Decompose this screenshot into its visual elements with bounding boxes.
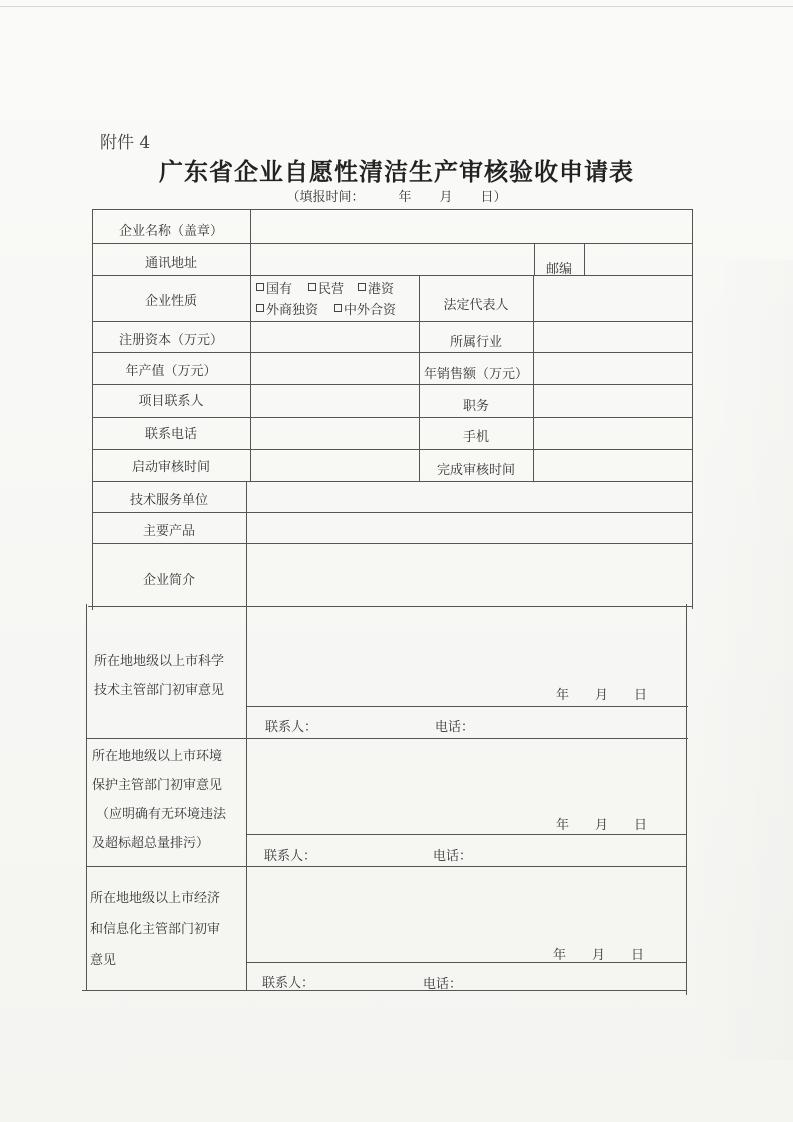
nature-option-hk[interactable]: 港资 [358, 278, 394, 297]
row-line [92, 384, 692, 385]
fill-time-year: 年 [398, 190, 412, 205]
row-line [88, 606, 692, 607]
table-border-right-lower [686, 604, 687, 995]
attachment-label: 附件 4 [100, 133, 151, 153]
col-line [584, 243, 585, 275]
label-tech-service: 技术服务单位 [129, 493, 208, 508]
label-economy-opinion: 所在地地级以上市经济 和信息化主管部门初审 意见 [90, 891, 221, 968]
label-nature: 企业性质 [144, 294, 197, 309]
col-line [250, 209, 251, 481]
table-border-top [92, 209, 692, 210]
opinion-line [246, 706, 688, 707]
table-border-left-lower [86, 604, 87, 990]
label-company-name: 企业名称（盖章） [118, 224, 223, 239]
science-contact-label: 联系人： [265, 720, 318, 735]
nature-option-foreign[interactable]: 外商独资 [256, 299, 318, 318]
row-line [92, 512, 692, 513]
fill-time-day: 日） [480, 190, 507, 205]
label-postcode: 邮编 [546, 262, 573, 277]
label-position: 职务 [462, 399, 489, 414]
nature-option-joint[interactable]: 中外合资 [334, 299, 396, 318]
row-line [92, 321, 692, 322]
row-line [92, 352, 692, 353]
environment-opinion-date: 年 月 日 [556, 818, 648, 833]
label-industry: 所属行业 [449, 335, 502, 350]
table-border-right-upper [692, 209, 693, 609]
col-line [246, 481, 247, 990]
row-line [92, 417, 692, 418]
row-line [92, 243, 692, 244]
label-audit-finish: 完成审核时间 [436, 463, 515, 478]
label-address: 通讯地址 [144, 256, 197, 271]
checkbox-icon [334, 304, 342, 312]
environment-contact-label: 联系人： [264, 849, 317, 864]
nature-option-state[interactable]: 国有 [256, 278, 292, 297]
label-phone: 联系电话 [144, 427, 197, 442]
col-line [534, 243, 535, 275]
label-environment-opinion: 所在地地级以上市环境 保护主管部门初审意见 （应明确有无环境违法 及超标超总量排污） [92, 749, 227, 851]
checkbox-icon [256, 304, 264, 312]
label-project-contact: 项目联系人 [138, 394, 204, 409]
fill-time-prefix: （填报时间： [286, 190, 365, 205]
science-opinion-date: 年 月 日 [556, 688, 648, 703]
label-audit-start: 启动审核时间 [131, 460, 210, 475]
economy-contact-label: 联系人： [262, 976, 315, 991]
fill-time-month: 月 [439, 190, 453, 205]
label-legal-rep: 法定代表人 [443, 298, 509, 313]
label-science-opinion: 所在地地级以上市科学 技术主管部门初审意见 [94, 654, 225, 698]
economy-opinion-date: 年 月 日 [553, 948, 645, 963]
opinion-line [86, 738, 688, 739]
row-line [92, 449, 692, 450]
table-border-bottom [82, 990, 686, 991]
checkbox-icon [358, 283, 366, 291]
row-line [92, 275, 692, 276]
economy-tel-label: 电话： [423, 977, 463, 992]
row-line [92, 543, 692, 544]
checkbox-icon [256, 283, 264, 291]
label-main-products: 主要产品 [142, 524, 195, 539]
checkbox-icon [308, 283, 316, 291]
row-line [92, 481, 692, 482]
col-line [533, 275, 534, 481]
label-annual-output: 年产值（万元） [125, 364, 217, 379]
form-title: 广东省企业自愿性清洁生产审核验收申请表 [159, 157, 634, 186]
environment-tel-label: 电话： [433, 849, 473, 864]
label-annual-sales: 年销售额（万元） [423, 367, 528, 382]
label-company-profile: 企业简介 [142, 573, 195, 588]
label-reg-capital: 注册资本（万元） [118, 333, 223, 348]
nature-option-private[interactable]: 民营 [308, 278, 344, 297]
opinion-line [86, 866, 686, 867]
label-mobile: 手机 [462, 430, 489, 445]
opinion-line [246, 834, 686, 835]
science-tel-label: 电话： [435, 720, 475, 735]
